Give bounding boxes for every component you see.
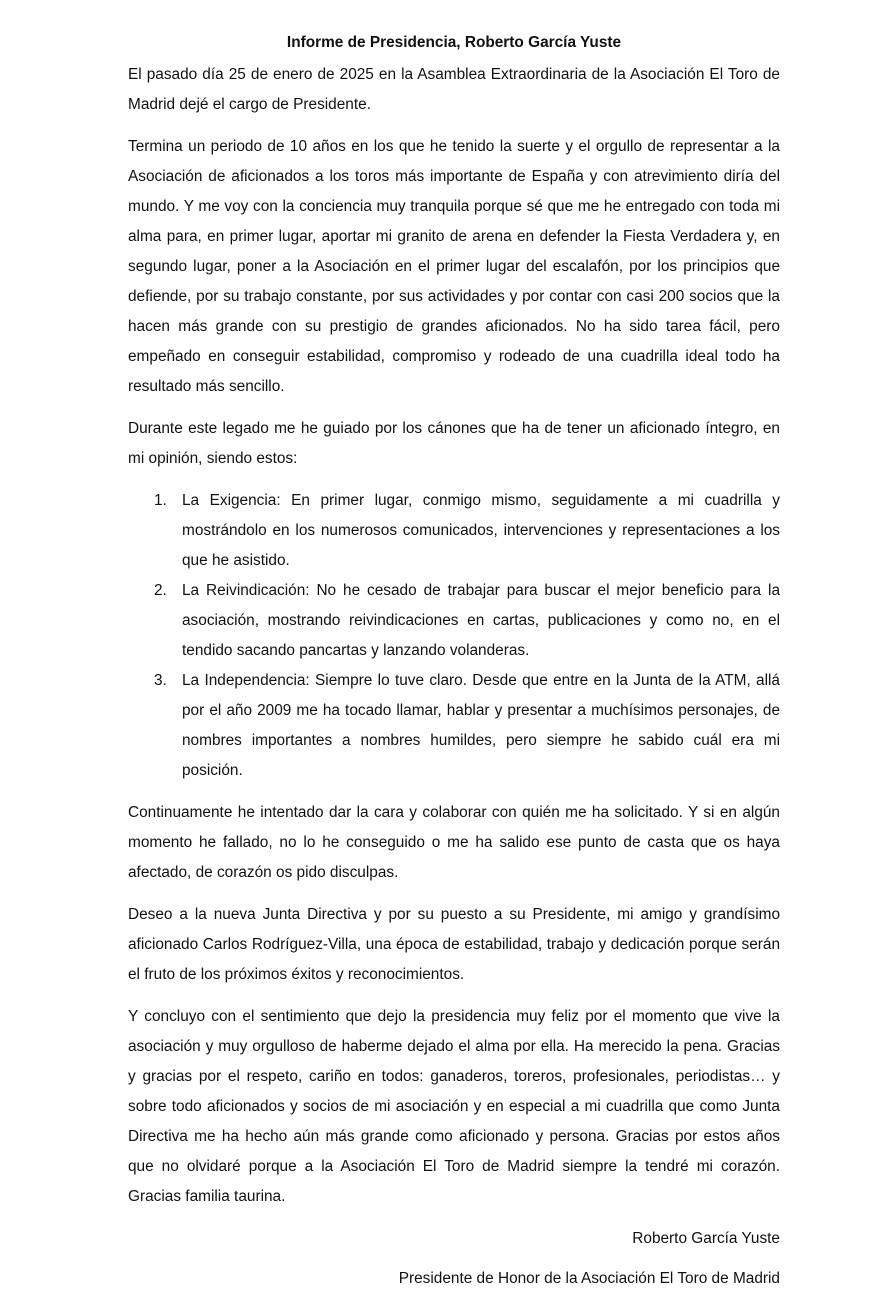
paragraph-intro-1: El pasado día 25 de enero de 2025 en la Asamblea Extraordinaria de la Asociación El Toro de Madrid dejé el cargo de Presidente.	[128, 66, 780, 113]
canons-list	[128, 486, 780, 786]
list-item	[128, 486, 780, 576]
list-item-number: 3.	[154, 672, 167, 689]
list-item-number: 2.	[154, 582, 167, 599]
document-page	[128, 32, 780, 1294]
list-item	[128, 576, 780, 666]
paragraph-closing-2: Deseo a la nueva Junta Directiva y por su puesto a su Presidente, mi amigo y grandísimo aficionado Carlos Rodríguez-Villa, una época de estabilidad, trabajo y dedicación porque serán el fruto de los próximos éxitos y reconocimientos.	[128, 906, 780, 983]
list-item	[128, 666, 780, 786]
list-item-text: La Independencia: Siempre lo tuve claro. Desde que entre en la Junta de la ATM, allá por el año 2009 me ha tocado llamar, hablar y presentar a muchísimos personajes, de nombres importantes a nombres humildes, pero siempre he sabido cuál era mi posición.	[182, 672, 780, 779]
paragraph-closing-1: Continuamente he intentado dar la cara y colaborar con quién me ha solicitado. Y si en algún momento he fallado, no lo he conseguido o me ha salido ese punto de casta que os haya afectado, de corazón os pido disculpas.	[128, 804, 780, 881]
paragraph-closing-3: Y concluyo con el sentimiento que dejo la presidencia muy feliz por el momento que vive la asociación y muy orgulloso de haberme dejado el alma por ella. Ha merecido la pena. Gracias y gracias por el respeto, cariño en todos: ganaderos, toreros, profesionales, periodistas… y sobre todo aficionados y socios de mi asociación y en especial a mi cuadrilla que como Junta Directiva me ha hecho aún más grande como aficionado y persona. Gracias por estos años que no olvidaré porque a la Asociación El Toro de Madrid siempre la tendré mi corazón. Gracias familia taurina.	[128, 1008, 780, 1205]
list-item-text: La Reivindicación: No he cesado de trabajar para buscar el mejor beneficio para la asociación, mostrando reivindicaciones en cartas, publicaciones y como no, en el tendido sacando pancartas y lanzando volanderas.	[182, 582, 780, 659]
paragraph-intro-2: Termina un periodo de 10 años en los que he tenido la suerte y el orgullo de representar a la Asociación de aficionados a los toros más importante de España y con atrevimiento diría del mundo. Y me voy con la conciencia muy tranquila porque sé que me he entregado con toda mi alma para, en primer lugar, aportar mi granito de arena en defender la Fiesta Verdadera y, en segundo lugar, poner a la Asociación en el primer lugar del escalafón, por los principios que defiende, por su trabajo constante, por sus actividades y por contar con casi 200 socios que la hacen más grande con su prestigio de grandes aficionados. No ha sido tarea fácil, pero empeñado en conseguir estabilidad, compromiso y rodeado de una cuadrilla ideal todo ha resultado más sencillo.	[128, 138, 780, 395]
list-item-number: 1.	[154, 492, 167, 509]
list-item-text: La Exigencia: En primer lugar, conmigo mismo, seguidamente a mi cuadrilla y mostrándolo en los numerosos comunicados, intervenciones y representaciones a los que he asistido.	[182, 492, 780, 569]
signature-role: Presidente de Honor de la Asociación El Toro de Madrid	[398, 1270, 780, 1287]
signature-name: Roberto García Yuste	[632, 1230, 780, 1247]
paragraph-intro-3: Durante este legado me he guiado por los cánones que ha de tener un aficionado íntegro, en mi opinión, siendo estos:	[128, 420, 780, 467]
document-title: Informe de Presidencia, Roberto García Yuste	[286, 34, 622, 51]
